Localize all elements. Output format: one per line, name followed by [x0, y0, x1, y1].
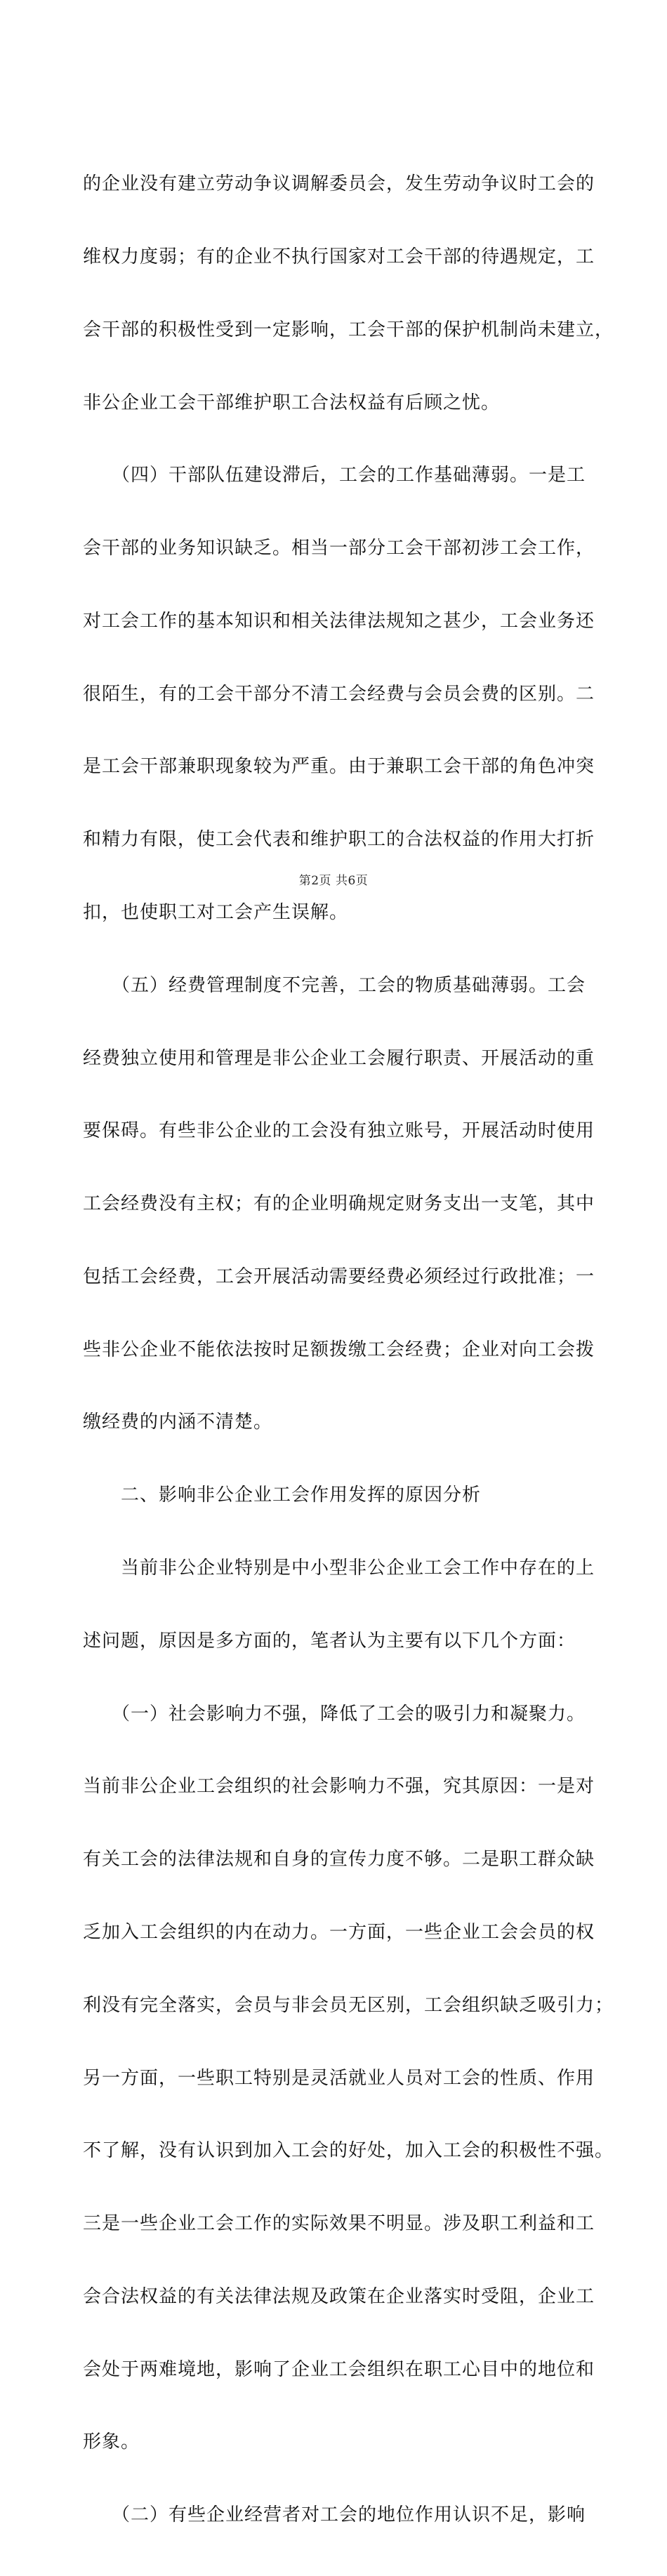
- text-line: 形象。: [83, 2431, 140, 2453]
- text-line: 会干部的积极性受到一定影响，工会干部的保护机制尚未建立，: [83, 319, 614, 340]
- text-line: 对工会工作的基本知识和相关法律法规知之甚少，工会业务还: [83, 610, 595, 632]
- text-line: 三是一些企业工会工作的实际效果不明显。涉及职工利益和工: [83, 2213, 595, 2235]
- text-line: 缴经费的内涵不清楚。: [83, 1412, 273, 1433]
- text-line: 经费独立使用和管理是非公企业工会履行职责、开展活动的重: [83, 1047, 595, 1069]
- text-line: 和精力有限，使工会代表和维护职工的合法权益的作用大打折: [83, 829, 595, 851]
- section-heading: 二、影响非公企业工会作用发挥的原因分析: [83, 1485, 482, 1506]
- text-line: 些非公企业不能依法按时足额拨缴工会经费；企业对向工会拨: [83, 1339, 595, 1360]
- text-line: 很陌生，有的工会干部分不清工会经费与会员会费的区别。二: [83, 683, 595, 705]
- text-line: 有关工会的法律法规和自身的宣传力度不够。二是职工群众缺: [83, 1849, 595, 1871]
- text-line: 会合法权益的有关法律法规及政策在企业落实时受阻，企业工: [83, 2285, 595, 2307]
- text-line: 要保碍。有些非公企业的工会没有独立账号，开展活动时使用: [83, 1120, 595, 1142]
- text-line: （一）社会影响力不强，降低了工会的吸引力和凝聚力。: [83, 1703, 586, 1725]
- text-line: 扣，也使职工对工会产生误解。: [83, 902, 349, 923]
- text-line: （五）经费管理制度不完善，工会的物质基础薄弱。工会: [83, 974, 586, 996]
- text-line: 乏加入工会组织的内在动力。一方面，一些企业工会会员的权: [83, 1921, 595, 1943]
- text-block: [83, 124, 614, 2576]
- text-line: 述问题，原因是多方面的，笔者认为主要有以下几个方面：: [83, 1630, 576, 1652]
- text-line: 会处于两难境地，影响了企业工会组织在职工心目中的地位和: [83, 2358, 595, 2380]
- text-line: （四）干部队伍建设滞后，工会的工作基础薄弱。一是工: [83, 465, 586, 486]
- text-line: 利没有完全落实，会员与非会员无区别，工会组织缺乏吸引力；: [83, 1994, 614, 2016]
- text-line: 当前非公企业工会组织的社会影响力不强，究其原因：一是对: [83, 1776, 595, 1798]
- text-line: 工会经费没有主权；有的企业明确规定财务支出一支笔，其中: [83, 1193, 595, 1215]
- document-body: [83, 124, 614, 2576]
- text-line: 会干部的业务知识缺乏。相当一部分工会干部初涉工会工作，: [83, 538, 595, 559]
- text-line: 是工会干部兼职现象较为严重。由于兼职工会干部的角色冲突: [83, 756, 595, 778]
- text-line: 维权力度弱；有的企业不执行国家对工会干部的待遇规定，工: [83, 246, 595, 267]
- page-number-footer: 第2页 共6页: [298, 874, 369, 888]
- text-line: 另一方面，一些职工特别是灵活就业人员对工会的性质、作用: [83, 2067, 595, 2089]
- text-line: 不了解，没有认识到加入工会的好处，加入工会的积极性不强。: [83, 2140, 614, 2162]
- text-line: 当前非公企业特别是中小型非公企业工会工作中存在的上: [83, 1558, 595, 1579]
- text-line: （二）有些企业经营者对工会的地位作用认识不足，影响: [83, 2504, 586, 2526]
- text-line: 非公企业工会干部维护职工合法权益有后顾之忧。: [83, 392, 501, 413]
- text-line: 的企业没有建立劳动争议调解委员会，发生劳动争议时工会的: [83, 173, 595, 195]
- text-line: 包括工会经费，工会开展活动需要经费必须经过行政批准；一: [83, 1266, 595, 1287]
